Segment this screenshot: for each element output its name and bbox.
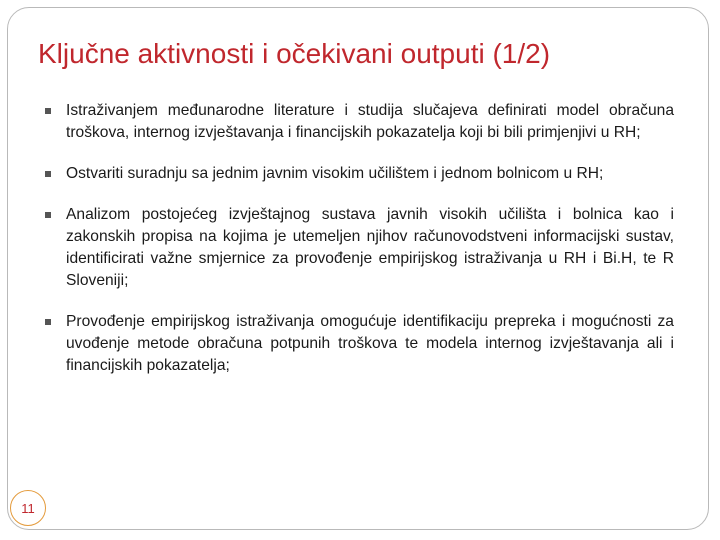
square-bullet-icon xyxy=(45,212,51,218)
square-bullet-icon xyxy=(45,319,51,325)
list-item xyxy=(44,204,674,292)
square-bullet-icon xyxy=(45,171,51,177)
bullet-text: Ostvariti suradnju sa jednim javnim visokim učilištem i jednom bolnicom u RH; xyxy=(66,165,604,182)
list-item xyxy=(44,100,674,144)
list-item xyxy=(44,311,674,377)
bullet-text: Provođenje empirijskog istraživanja omogućuje identifikaciju prepreka i mogućnosti za uvođenje metode obračuna potpunih troškova te modela internog izvještavanja ali i financijskih pokazatelja; xyxy=(66,313,674,374)
list-item xyxy=(44,163,674,185)
page-number: 11 xyxy=(10,490,46,526)
square-bullet-icon xyxy=(45,108,51,114)
bullet-text: Istraživanjem međunarodne literature i studija slučajeva definirati model obračuna troškova, internog izvještavanja i financijskih pokazatelja koji bi bili primjenjivi u RH; xyxy=(66,102,674,141)
bullet-text: Analizom postojećeg izvještajnog sustava javnih visokih učilišta i bolnica kao i zakonskih propisa na kojima je utemeljen njihov računovodstveni informacijski sustav, identificirati važne smjernice za provođenje empirijskog istraživanja u RH i Bi.H, te R Sloveniji; xyxy=(66,206,674,289)
bullet-list xyxy=(44,100,674,396)
slide-title: Ključne aktivnosti i očekivani outputi (1/2) xyxy=(38,38,551,69)
